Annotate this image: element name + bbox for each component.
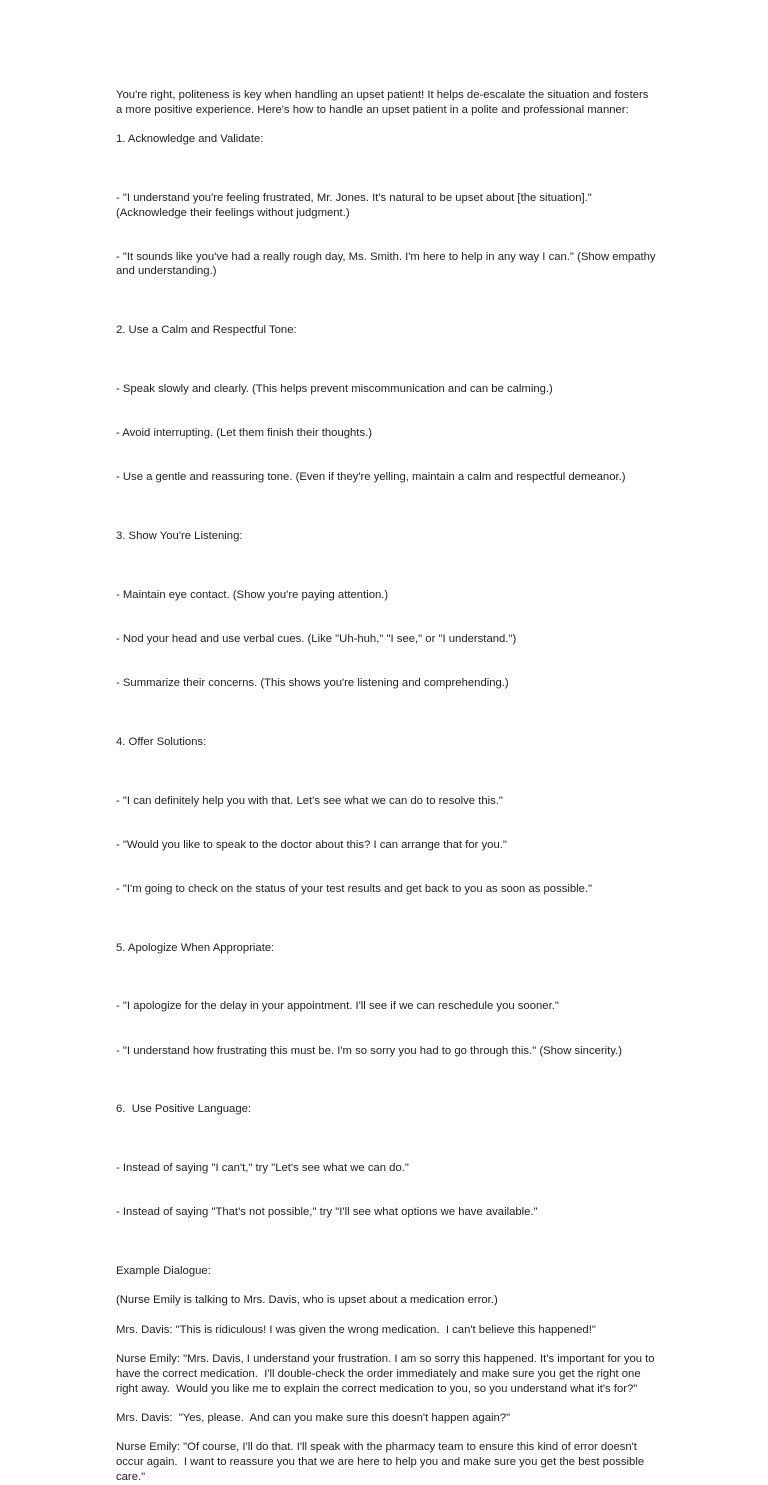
section-list-4	[116, 764, 656, 926]
list-item: - "I understand you're feeling frustrated, Mr. Jones. It's natural to be upset about [the situation]." (Acknowledge their feelings without judgment.)	[116, 191, 595, 219]
list-item: - Nod your head and use verbal cues. (Like "Uh-huh," "I see," or "I understand.")	[116, 632, 517, 645]
list-item: - "I understand how frustrating this must be. I'm so sorry you had to go through this." (Show sincerity.)	[116, 1044, 622, 1057]
section-list-5	[116, 970, 656, 1088]
list-item: - Maintain eye contact. (Show you're paying attention.)	[116, 588, 389, 601]
dialogue-line: Nurse Emily: "Mrs. Davis, I understand your frustration. I am so sorry this happened. It's important for you to have the correct medication. I'll double-check the order immediately and make sure you get the right one right away. Would you like me to explain the correct medication to you, so you understand what it's for?"	[116, 1353, 658, 1395]
list-item: - Use a gentle and reassuring tone. (Even if they're yelling, maintain a calm and respectful demeanor.)	[116, 471, 626, 484]
list-item: - "I can definitely help you with that. Let's see what we can do to resolve this."	[116, 794, 503, 807]
example-heading: Example Dialogue:	[116, 1265, 211, 1278]
section-heading-1: 1. Acknowledge and Validate:	[116, 133, 264, 146]
section-heading-5: 5. Apologize When Appropriate:	[116, 941, 275, 954]
list-item: - Instead of saying "I can't," try "Let's see what we can do."	[116, 1162, 409, 1175]
section-list-3	[116, 558, 656, 720]
section-list-2	[116, 353, 656, 515]
document-body	[116, 88, 659, 1485]
list-item: - Instead of saying "That's not possible," try "I'll see what options we have available."	[116, 1206, 538, 1219]
list-item: - "Would you like to speak to the doctor about this? I can arrange that for you."	[116, 838, 507, 851]
list-item: - Summarize their concerns. (This shows you're listening and comprehending.)	[116, 677, 509, 690]
list-item: - Speak slowly and clearly. (This helps prevent miscommunication and can be calming.)	[116, 383, 553, 395]
section-heading-2: 2. Use a Calm and Respectful Tone:	[116, 324, 297, 337]
list-item: - "I'm going to check on the status of your test results and get back to you as soon as possible."	[116, 882, 593, 895]
dialogue-line: Mrs. Davis: "Yes, please. And can you make sure this doesn't happen again?"	[116, 1412, 511, 1425]
section-list-1	[116, 161, 659, 308]
example-setup: (Nurse Emily is talking to Mrs. Davis, who is upset about a medication error.)	[116, 1294, 498, 1307]
list-item: - Avoid interrupting. (Let them finish their thoughts.)	[116, 427, 372, 440]
dialogue-line: Nurse Emily: "Of course, I'll do that. I'll speak with the pharmacy team to ensure this kind of error doesn't occur again. I want to reassure you that we are here to help you and make sure you get the best possible care."	[116, 1441, 648, 1483]
list-item: - "It sounds like you've had a really rough day, Ms. Smith. I'm here to help in any way I can." (Show empathy and understanding.)	[116, 250, 659, 278]
section-list-6	[116, 1132, 656, 1250]
dialogue-line: Mrs. Davis: "This is ridiculous! I was given the wrong medication. I can't believe this happened!"	[116, 1323, 596, 1336]
section-heading-6: 6. Use Positive Language:	[116, 1103, 252, 1116]
section-heading-3: 3. Show You're Listening:	[116, 530, 243, 543]
section-heading-4: 4. Offer Solutions:	[116, 735, 207, 748]
intro-paragraph: You're right, politeness is key when handling an upset patient! It helps de-escalate the situation and fosters a more positive experience. Here's how to handle an upset patient in a polite and professional manner:	[116, 89, 652, 116]
list-item: - "I apologize for the delay in your appointment. I'll see if we can reschedule you sooner."	[116, 1000, 559, 1013]
